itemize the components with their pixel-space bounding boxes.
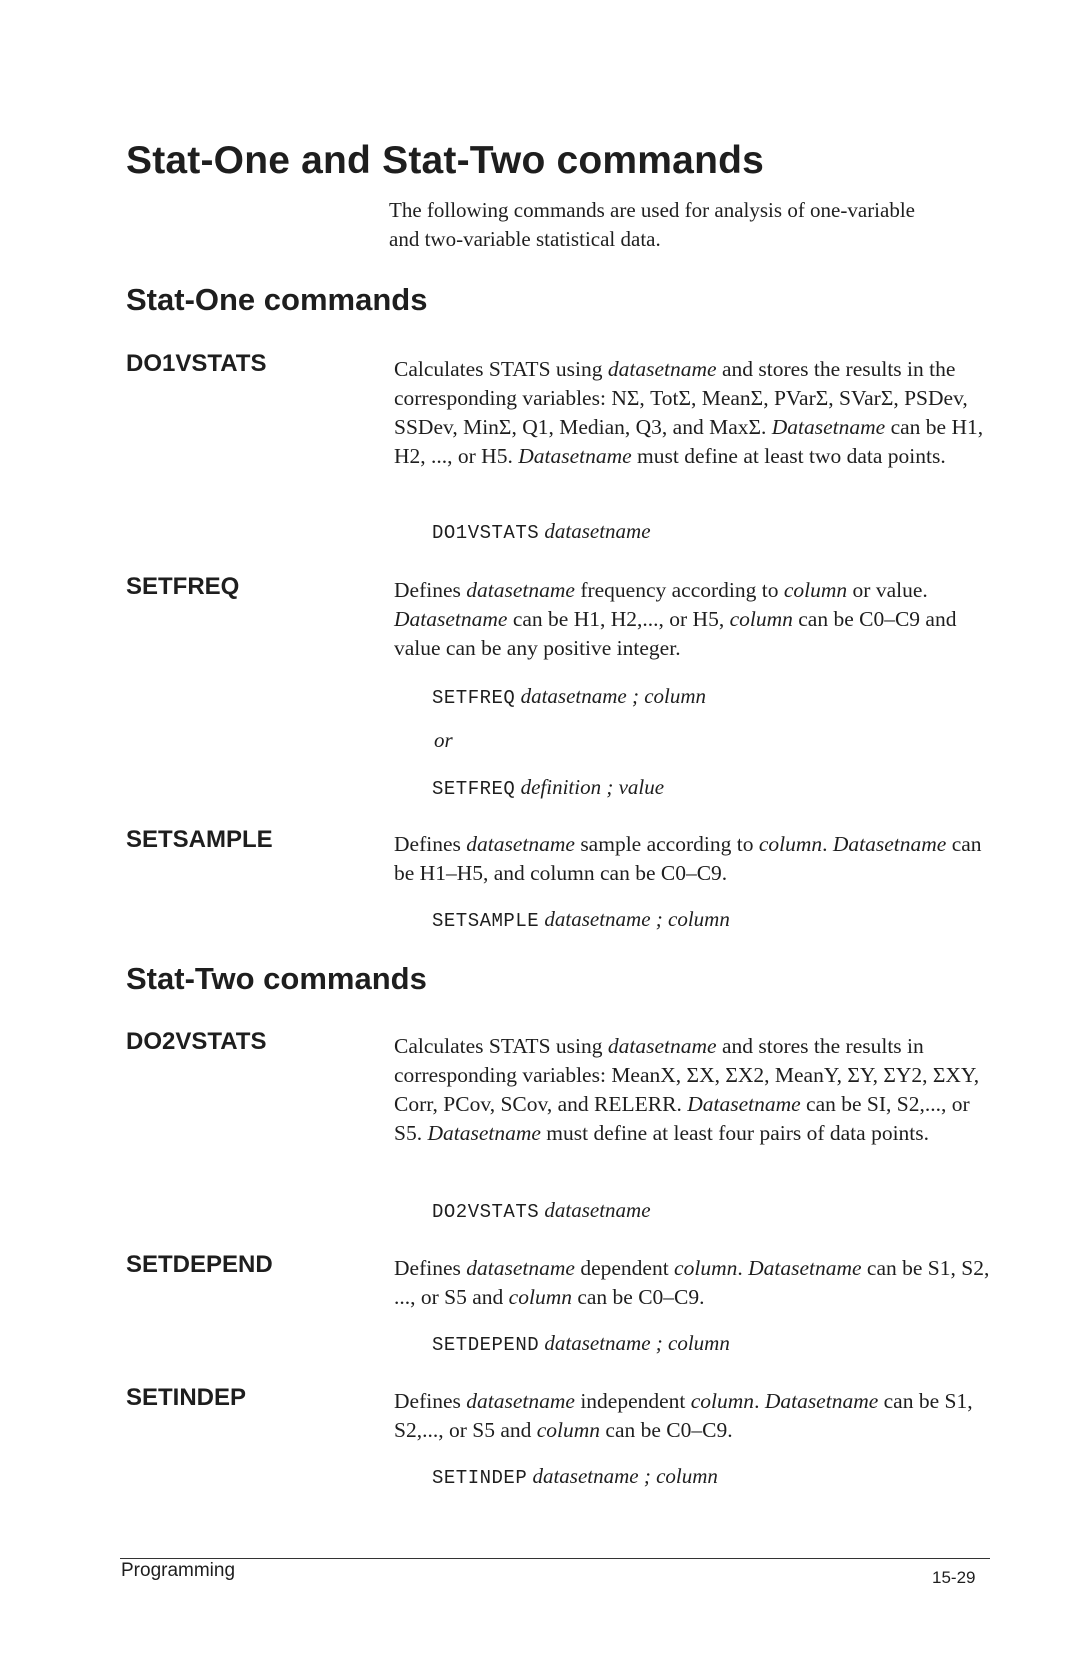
syntax-setfreq-alt — [432, 775, 664, 800]
command-desc-setdepend: Defines datasetname dependent column. Datasetname can be S1, S2, ..., or S5 and column can be C0–C9. — [394, 1256, 990, 1309]
syntax-keyword: SETINDEP — [432, 1467, 528, 1489]
syntax-argument: datasetname — [544, 1198, 651, 1222]
syntax-setindep — [432, 1464, 718, 1489]
syntax-setdepend — [432, 1331, 730, 1356]
command-name-setdepend: SETDEPEND — [126, 1251, 273, 1278]
command-desc-do2vstats: Calculates STATS using datasetname and stores the results in corresponding variables: MeanX, ΣX, ΣX2, MeanY, ΣY, ΣY2, ΣXY, Corr, PCov, SCov, and RELERR. Datasetname can be SI, S2,..., or S5. Datasetname must define at least four pairs of data points. — [394, 1034, 980, 1145]
syntax-argument: definition ; value — [520, 775, 665, 799]
syntax-or: or — [434, 728, 453, 752]
stat-one-heading: Stat-One commands — [126, 282, 428, 317]
syntax-setsample — [432, 907, 730, 932]
syntax-argument: datasetname ; column — [520, 684, 707, 708]
syntax-keyword: SETFREQ — [432, 778, 516, 800]
syntax-do1vstats — [432, 519, 651, 544]
syntax-argument: datasetname — [544, 519, 651, 543]
syntax-keyword: SETSAMPLE — [432, 910, 540, 932]
syntax-keyword: SETFREQ — [432, 687, 516, 709]
command-name-setfreq: SETFREQ — [126, 573, 240, 600]
syntax-keyword: SETDEPEND — [432, 1334, 540, 1356]
command-name-setindep: SETINDEP — [126, 1384, 247, 1411]
footer-rule — [120, 1558, 990, 1559]
command-desc-setfreq: Defines datasetname frequency according to column or value. Datasetname can be H1, H2,..., or H5, column can be C0–C9 and value can be any positive integer. — [394, 578, 957, 660]
command-name-do1vstats: DO1VSTATS — [126, 350, 267, 377]
stat-two-heading: Stat-Two commands — [126, 961, 427, 996]
syntax-do2vstats — [432, 1198, 651, 1223]
syntax-argument: datasetname ; column — [544, 1331, 730, 1355]
command-desc-setsample: Defines datasetname sample according to column. Datasetname can be H1–H5, and column can be C0–C9. — [394, 832, 982, 885]
syntax-keyword: DO2VSTATS — [432, 1201, 540, 1223]
footer-section: Programming — [121, 1560, 236, 1581]
command-desc-setindep: Defines datasetname independent column. Datasetname can be S1, S2,..., or S5 and column can be C0–C9. — [394, 1389, 973, 1442]
syntax-argument: datasetname ; column — [544, 907, 730, 931]
command-name-do2vstats: DO2VSTATS — [126, 1028, 267, 1055]
footer-page-number: 15-29 — [932, 1568, 976, 1587]
intro-text: The following commands are used for analysis of one-variable and two-variable statistical data. — [389, 198, 915, 251]
syntax-keyword: DO1VSTATS — [432, 522, 540, 544]
command-name-setsample: SETSAMPLE — [126, 826, 273, 853]
syntax-argument: datasetname ; column — [532, 1464, 718, 1488]
syntax-setfreq — [432, 684, 706, 709]
page-title: Stat-One and Stat-Two commands — [126, 139, 764, 182]
command-desc-do1vstats: Calculates STATS using datasetname and stores the results in the corresponding variables: NΣ, TotΣ, MeanΣ, PVarΣ, SVarΣ, PSDev, SSDev, MinΣ, Q1, Median, Q3, and MaxΣ. Datasetname can be H1, H2, ..., or H5. Datasetname must define at least two data points. — [394, 357, 984, 468]
